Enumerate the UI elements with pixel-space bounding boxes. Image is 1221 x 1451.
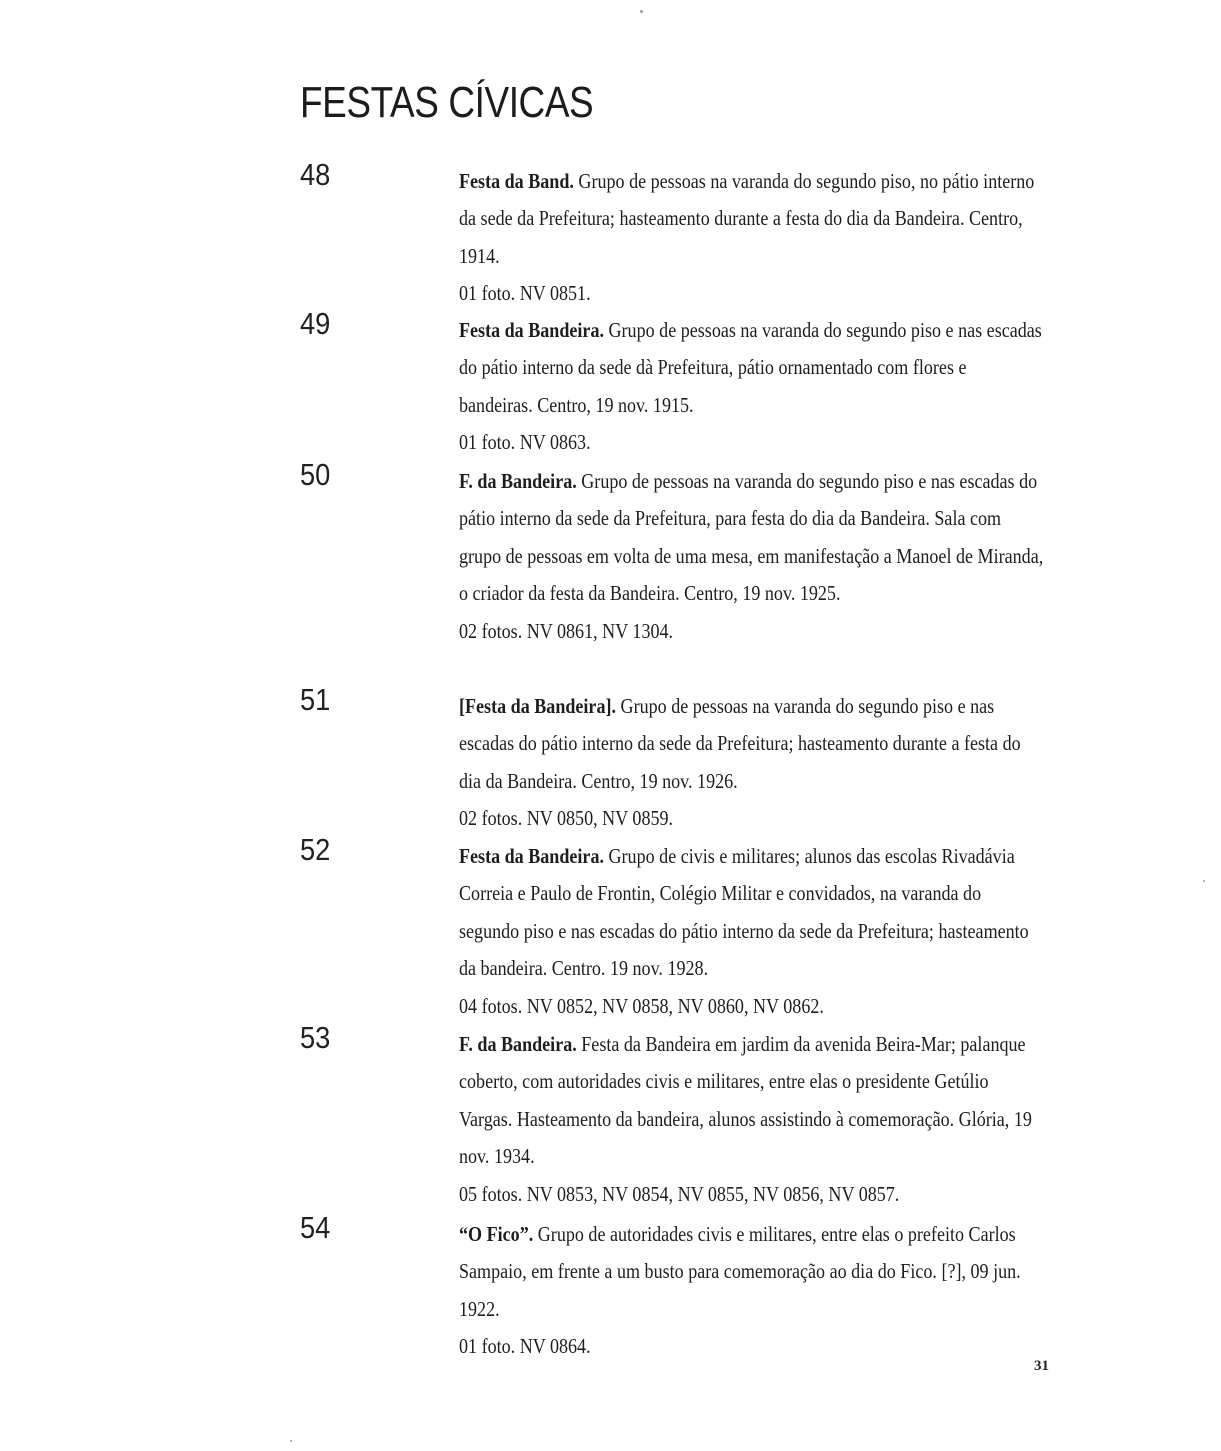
scan-speck	[290, 1440, 292, 1442]
entry-description	[459, 838, 1044, 988]
entry-title: Festa da Bandeira.	[459, 844, 604, 868]
entry-description	[459, 163, 1044, 275]
entry-number: 48	[300, 157, 331, 192]
entry-body	[459, 1216, 1027, 1366]
entry-text: Grupo de autoridades civis e militares, entre elas o prefeito Carlos Sampaio, em frente a um busto para comemoração ao dia do Fico. [?], 09 jun. 1922.	[459, 1222, 1021, 1321]
entry-body	[459, 312, 1042, 462]
entry-text: Grupo de pessoas na varanda do segundo piso e nas escadas do pátio interno da sede da Prefeitura; hasteamento durante a festa do dia da Bandeira. Centro, 19 nov. 1926.	[459, 694, 1021, 793]
entry-title: Festa da Band.	[459, 169, 574, 193]
entry-number: 51	[300, 682, 331, 717]
entry-reference: 05 fotos. NV 0853, NV 0854, NV 0855, NV 0856, NV 0857.	[459, 1181, 900, 1206]
entry-number: 49	[300, 306, 331, 341]
entry-title: F. da Bandeira.	[459, 469, 577, 493]
entry-title: F. da Bandeira.	[459, 1032, 577, 1056]
entry-text: Grupo de pessoas na varanda do segundo piso, no pátio interno da sede da Prefeitura; hasteamento durante a festa do dia da Bandeira. Centro, 1914.	[459, 169, 1035, 268]
entry-description	[459, 1026, 1044, 1176]
entry-number: 50	[300, 457, 331, 492]
entry-number: 53	[300, 1020, 331, 1055]
entry-text: Grupo de pessoas na varanda do segundo piso e nas escadas do pátio interno da sede da Prefeitura, para festa do dia da Bandeira. Sala com grupo de pessoas em volta de uma mesa, em manifestação a Manoel de Miranda, o criador da festa da Bandeira. Centro, 19 nov. 1925.	[459, 469, 1044, 606]
entry-reference: 01 foto. NV 0864.	[459, 1334, 591, 1359]
entry-reference: 01 foto. NV 0863.	[459, 430, 591, 455]
entry-text: Grupo de pessoas na varanda do segundo piso e nas escadas do pátio interno da sede dà Prefeitura, pátio ornamentado com flores e bandeiras. Centro, 19 nov. 1915.	[459, 318, 1042, 417]
section-title: FESTAS CÍVICAS	[300, 78, 594, 127]
entry-reference: 01 foto. NV 0851.	[459, 281, 591, 306]
page-number: 31	[1034, 1358, 1049, 1374]
entry-body	[459, 688, 1027, 838]
entry-reference: 02 fotos. NV 0850, NV 0859.	[459, 806, 674, 831]
entry-body	[459, 163, 1035, 313]
entry-title: [Festa da Bandeira].	[459, 694, 617, 718]
entry-title: Festa da Bandeira.	[459, 318, 604, 342]
entry-title: “O Fico”.	[459, 1222, 534, 1246]
entry-number: 52	[300, 832, 331, 867]
scan-speck	[640, 10, 643, 13]
entry-description	[459, 463, 1044, 613]
entry-reference: 02 fotos. NV 0861, NV 1304.	[459, 618, 674, 643]
entry-text: Festa da Bandeira em jardim da avenida Beira-Mar; palanque coberto, com autoridades civis e militares, entre elas o presidente Getúlio Vargas. Hasteamento da bandeira, alunos assistindo à comemoração. Glória, 19 nov. 1934.	[459, 1032, 1032, 1169]
entry-text: Grupo de civis e militares; alunos das escolas Rivadávia Correia e Paulo de Frontin, Colégio Militar e convidados, na varanda do segundo piso e nas escadas do pátio interno da sede da Prefeitura; hasteamento da bandeira. Centro. 19 nov. 1928.	[459, 844, 1029, 981]
entry-body	[459, 838, 1027, 1025]
entry-description	[459, 1216, 1044, 1328]
scan-speck	[1203, 880, 1205, 882]
entry-body	[459, 463, 1044, 650]
entry-body	[459, 1026, 1032, 1213]
entry-reference: 04 fotos. NV 0852, NV 0858, NV 0860, NV 0862.	[459, 993, 824, 1018]
entry-number: 54	[300, 1210, 331, 1245]
entry-description	[459, 688, 1044, 800]
entry-description	[459, 312, 1044, 424]
